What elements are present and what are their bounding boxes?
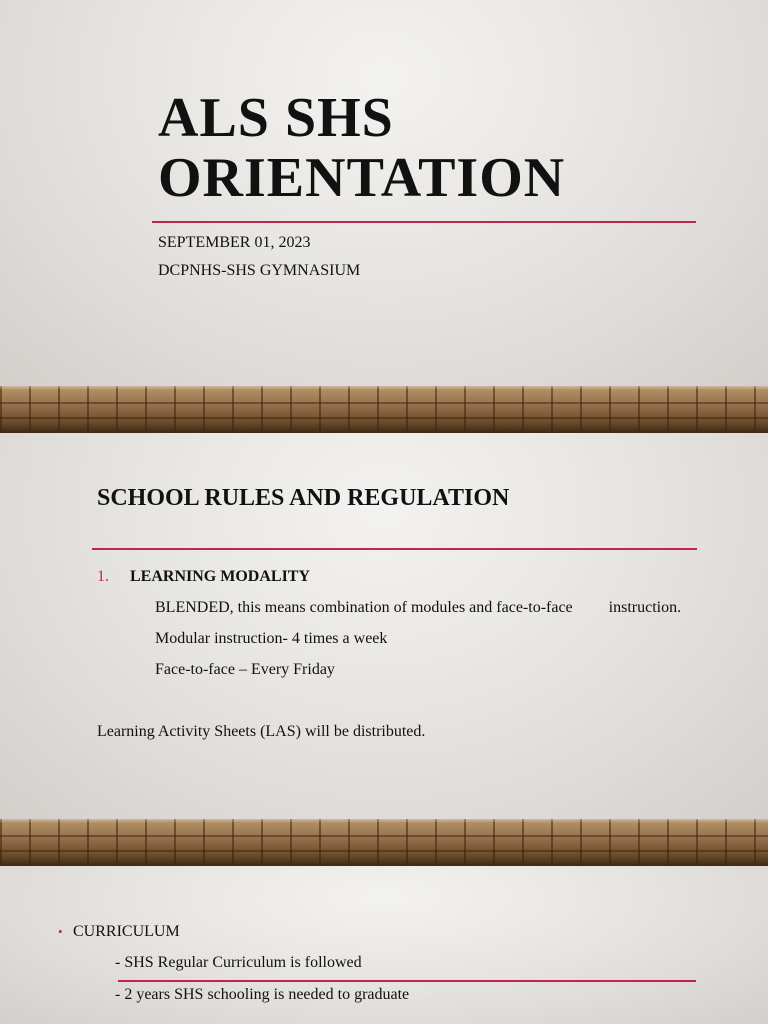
slide-rules bbox=[0, 433, 768, 819]
slide-heading: SCHOOL RULES AND REGULATION bbox=[97, 485, 510, 511]
curriculum-item: - SHS Regular Curriculum is followed bbox=[115, 954, 362, 971]
wood-floor-strip bbox=[0, 386, 768, 433]
list-label: LEARNING MODALITY bbox=[130, 568, 311, 585]
floor-plank-line bbox=[0, 417, 768, 419]
heading-divider bbox=[92, 548, 697, 550]
event-venue: DCPNHS-SHS GYMNASIUM bbox=[158, 262, 361, 279]
floor-plank-line bbox=[0, 850, 768, 852]
las-note: Learning Activity Sheets (LAS) will be distributed. bbox=[97, 723, 426, 740]
title-line-1: ALS SHS bbox=[158, 87, 394, 149]
floor-bevel bbox=[0, 386, 768, 390]
slide-title-heading bbox=[158, 88, 565, 208]
wood-floor-strip bbox=[0, 819, 768, 866]
list-number: 1. bbox=[97, 568, 109, 585]
slide-title bbox=[0, 0, 768, 386]
curriculum-label: CURRICULUM bbox=[73, 923, 180, 940]
floor-plank-line bbox=[0, 835, 768, 837]
floor-bevel bbox=[0, 819, 768, 823]
floor-plank-line bbox=[0, 402, 768, 404]
title-divider bbox=[152, 221, 696, 223]
title-line-2: ORIENTATION bbox=[158, 147, 566, 209]
detail-blended-text: BLENDED, this means combination of modules and face-to-face bbox=[155, 599, 573, 616]
bullet-icon: • bbox=[58, 924, 63, 939]
detail-face-to-face: Face-to-face – Every Friday bbox=[155, 661, 335, 678]
detail-blended-tail: instruction. bbox=[608, 599, 682, 616]
detail-blended bbox=[155, 599, 681, 617]
event-date: SEPTEMBER 01, 2023 bbox=[158, 234, 311, 251]
detail-modular: Modular instruction- 4 times a week bbox=[155, 630, 388, 647]
slide-curriculum bbox=[0, 866, 768, 1024]
curriculum-item: - 2 years SHS schooling is needed to graduate bbox=[115, 986, 410, 1003]
curriculum-divider bbox=[118, 980, 696, 982]
